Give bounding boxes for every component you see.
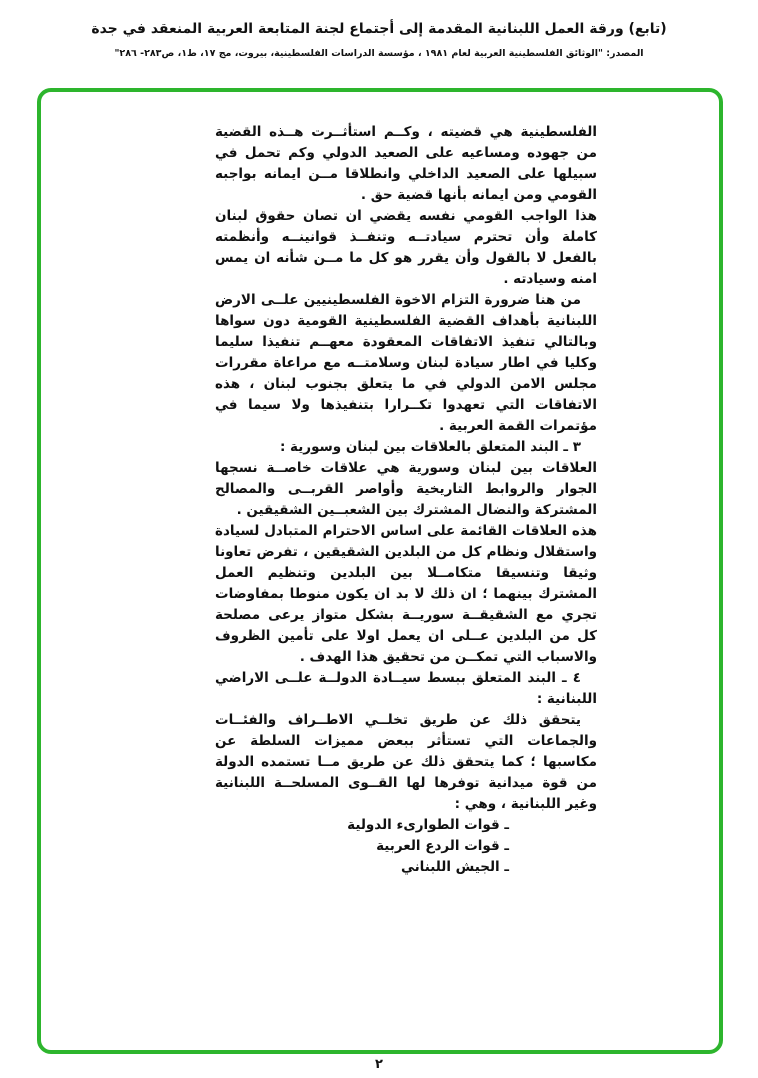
document-header (0, 20, 758, 59)
paragraph: هذه العلاقات القائمة على اساس الاحترام المتبادل لسيادة واستقلال ونظام كل من البلدين الشقيقين ، تفرض تعاونا وثيقا وتنسيقا متكامــلا بين البلدين وتنظيم العمل المشترك بينهما ؛ ان ذلك لا بد ان يكون منوطا بمفاوضات تجري مع الشقيقــة سوريــة بشكل متواز يرعى مصلحة كل من البلدين عــلى ان يعمل اولا على تأمين الظروف والاسباب التي تمكــن من تحقيق هذا الهدف . (215, 523, 597, 665)
paragraph: هذا الواجب القومي نفسه يقضي ان تصان حقوق لبنان كاملة وأن تحترم سيادتــه وتنفــذ قوانينــه وأنظمته بالفعل لا بالقول وأن يقرر هو كل ما مــن شأنه ان يمس امنه وسيادته . (215, 208, 597, 287)
document-title: (تابع) ورقة العمل اللبنانية المقدمة إلى أجتماع لجنة المتابعة العربية المنعقد في جدة (91, 21, 667, 37)
body-text-column (215, 122, 597, 878)
section-heading-4: ٤ ـ البند المتعلق ببسط سيــادة الدولــة علــى الاراضي اللبنانية : (215, 670, 597, 707)
paragraph: الفلسطينية هي قضيته ، وكــم استأثــرت هــذه القضية من جهوده ومساعيه على الصعيد الدولي وكم تحمل في سبيلها على الصعيد الداخلي وانطلاقا مــن ايمانه بواجبه القومي ومن ايمانه بأنها قضية حق . (215, 124, 597, 203)
list-item: ـ قوات الردع العربية (376, 838, 509, 854)
page-number: ٢ (375, 1057, 383, 1072)
paragraph: من هنا ضرورة التزام الاخوة الفلسطينيين علــى الارض اللبنانية بأهداف القضية الفلسطينية القومية دون سواها وبالتالي تنفيذ الاتفاقات المعقودة معهــم تنفيذا سليما وكليا في اطار سيادة لبنان وسلامتــه مع مراعاة مقررات مجلس الامن الدولي في ما يتعلق بجنوب لبنان ، هذه الاتفاقات التي تعهدوا تكــرارا بتنفيذها ولا سيما في مؤتمرات القمة العربية . (215, 292, 597, 434)
forces-list (215, 815, 597, 878)
paragraph: يتحقق ذلك عن طريق تخلــي الاطــراف والفئــات والجماعات التي تستأثر ببعض مميزات السلطة عن مكاسبها ؛ كما يتحقق ذلك عن طريق مــا تستمده الدولة من قوة ميدانية توفرها لها القــوى المسلحــة اللبنانية وغير اللبنانية ، وهي : (215, 712, 597, 812)
document-source: المصدر: "الوثائق الفلسطينية العربية لعام ١٩٨١ ، مؤسسة الدراسات الفلسطينية، بيروت، مج ١٧، ط١، ص٢٨٣- ٢٨٦" (114, 47, 644, 59)
list-item: ـ الجيش اللبناني (400, 859, 509, 875)
section-heading-3: ٣ ـ البند المتعلق بالعلاقات بين لبنان وسورية : (279, 439, 581, 455)
content-frame (37, 88, 723, 1054)
list-item: ـ قوات الطوارىء الدولية (347, 817, 509, 833)
paragraph: العلاقات بين لبنان وسورية هي علاقات خاصــة نسجها الجوار والروابط التاريخية وأواصر القربــى والمصالح المشتركة والنضال المشترك بين الشعبــين الشقيقين . (215, 460, 597, 518)
